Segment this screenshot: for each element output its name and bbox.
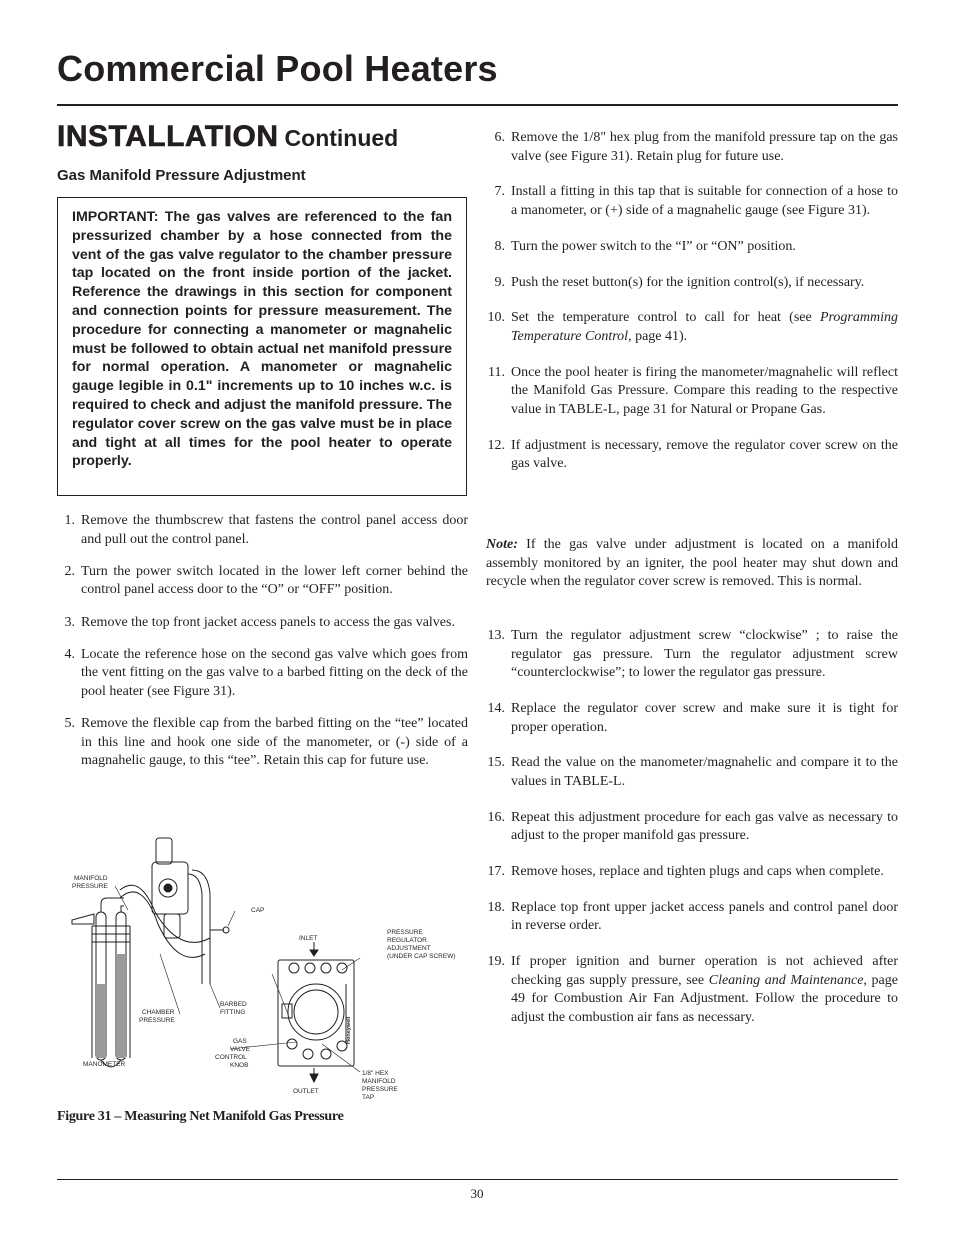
step-number: 9. (494, 274, 505, 290)
step-text: Remove the top front jacket access panels to access the gas valves. (81, 614, 455, 630)
manometer-illustration (72, 885, 210, 1067)
label-manifold-pressure-1: MANIFOLD (74, 875, 108, 882)
note-paragraph (486, 536, 898, 592)
step-reference: Programming Temperature Control (511, 310, 898, 344)
label-chamber-pressure-1: CHAMBER (142, 1009, 175, 1016)
step-number: 6. (494, 130, 505, 145)
step-text: Set the temperature control to call for heat (see (511, 310, 820, 326)
step-text: Turn the power switch located in the lower left corner behind the control panel access door to the “O” or “OFF” position. (81, 563, 468, 598)
step-item (486, 274, 898, 293)
step-number: 19. (487, 954, 505, 970)
section-title: INSTALLATION (57, 120, 279, 153)
step-text: Install a fitting in this tap that is suitable for connection of a hose to a manometer, or (+) side of a magnahelic gauge (see Figure 31). (511, 184, 898, 218)
step-item (486, 183, 898, 220)
label-outlet: OUTLET (293, 1088, 319, 1095)
valve-brand-label: Honeywell (346, 1016, 352, 1044)
step-text: Push the reset button(s) for the ignition control(s), if necessary. (511, 274, 865, 290)
step-text: Turn the regulator adjustment screw “clockwise” ; to raise the regulator gas pressure. Turn the regulator adjustment screw “counterclockwise”; to lower the regulator gas pressure. (511, 628, 898, 681)
step-text: If adjustment is necessary, remove the regulator cover screw on the gas valve. (511, 437, 898, 472)
step-number: 15. (487, 755, 505, 771)
step-item (486, 238, 898, 257)
step-text-after: , page 49 for Combustion Air Fan Adjustment. Follow the procedure to adjust the combustion air fans as necessary. (511, 972, 898, 1026)
important-notice-box (57, 197, 467, 496)
step-number: 2. (64, 563, 75, 579)
step-text: Remove the 1/8" hex plug from the manifold pressure tap on the gas valve (see Figure 31). Retain plug for future use. (511, 130, 898, 164)
step-number: 13. (487, 628, 505, 643)
step-item (486, 754, 898, 791)
step-item (486, 129, 898, 166)
right-valve-illustration (278, 960, 354, 1066)
step-item (486, 627, 898, 683)
step-text: Locate the reference hose on the second gas valve which goes from the vent fitting on the gas valve to a barbed fitting on the deck of the pool heater (see Figure 31). (81, 646, 468, 699)
step-item (486, 809, 898, 846)
step-text: Remove the thumbscrew that fastens the control panel access door and pull out the control panel. (81, 513, 468, 547)
label-gas-valve-knob-2: VALVE (230, 1046, 250, 1053)
step-number: 12. (487, 437, 505, 453)
step-item (57, 563, 468, 600)
step-number: 17. (487, 864, 505, 880)
note-label: Note: (486, 537, 518, 552)
step-text: Repeat this adjustment procedure for each gas valve as necessary to adjust to the proper manifold gas pressure. (511, 809, 898, 844)
label-chamber-pressure-2: PRESSURE (139, 1017, 175, 1024)
step-item (57, 715, 468, 771)
step-item (486, 899, 898, 936)
step-text: Turn the power switch to the “I” or “ON” position. (511, 238, 796, 254)
step-item (486, 309, 898, 346)
important-notice-text: IMPORTANT: The gas valves are referenced to the fan pressurized chamber by a hose connected from the vent of the gas valve regulator to the chamber pressure tap located on the front inside portion of the jacket. Reference the drawings in this section for component and connection points for pressure measurement. The procedure for connecting a manometer or magnahelic must be followed to obtain actual net manifold pressure for normal operation. A manometer or magnahelic gauge legible in 0.1" increments up to 10 inches w.c. is required to check and adjust the manifold pressure. The regulator cover screw on the gas valve must be in place and tight at all times for the pool heater to operate properly. (72, 209, 452, 470)
step-item (486, 700, 898, 737)
step-text: If proper ignition and burner operation is not achieved after checking gas supply pressure, see (511, 954, 898, 988)
left-valve-illustration (152, 838, 229, 984)
step-number: 11. (488, 364, 505, 380)
step-number: 5. (64, 716, 75, 732)
left-step-list (57, 512, 468, 785)
step-text: Once the pool heater is firing the manometer/magnahelic will reflect the Manifold Gas Pressure. Compare this reading to the respective value in TABLE-L, page 31 for Natural or Propane Gas. (511, 364, 898, 417)
step-number: 10. (487, 310, 505, 326)
label-barbed-fitting-1: BARBED (220, 1001, 247, 1008)
step-number: 7. (494, 184, 505, 200)
label-hex-tap-1: 1/8" HEX (362, 1070, 389, 1077)
step-text: Remove the flexible cap from the barbed fitting on the “tee” located in this line and hook one side of the manometer, or (-) side of a magnahelic gauge, to this “tee”. Retain this cap for future use. (81, 716, 468, 769)
title-divider (57, 104, 898, 106)
step-reference: Cleaning and Maintenance (708, 972, 864, 988)
step-number: 8. (494, 238, 505, 254)
footer-divider (57, 1179, 898, 1180)
right-step-list-a (486, 129, 898, 491)
step-text: Replace top front upper jacket access panels and control panel door in reverse order. (511, 899, 898, 934)
step-item (486, 863, 898, 882)
figure-31-diagram (60, 834, 470, 1106)
step-number: 4. (64, 646, 75, 662)
step-number: 3. (64, 614, 75, 630)
label-pressure-regulator-1: PRESSURE (387, 929, 423, 936)
label-cap: CAP (251, 907, 265, 914)
label-hex-tap-2: MANIFOLD (362, 1078, 396, 1085)
label-manometer: MANOMETER (83, 1061, 126, 1068)
subheading: Gas Manifold Pressure Adjustment (57, 167, 306, 184)
step-number: 1. (64, 513, 75, 528)
label-pressure-regulator-4: (UNDER CAP SCREW) (387, 953, 456, 960)
note-text: If the gas valve under adjustment is located on a manifold assembly monitored by an igniter, the pool heater may shut down and recycle when the regulator cover screw is removed. This is normal. (486, 537, 898, 590)
label-barbed-fitting-2: FITTING (220, 1009, 246, 1016)
step-text: Read the value on the manometer/magnahelic and compare it to the values in TABLE-L. (511, 755, 898, 789)
step-item (57, 512, 468, 549)
step-number: 18. (487, 899, 505, 915)
label-pressure-regulator-3: ADJUSTMENT (387, 945, 431, 952)
step-text-after: , page 41). (628, 328, 688, 344)
label-manifold-pressure-2: PRESSURE (72, 883, 108, 890)
step-item (57, 614, 468, 633)
right-step-list-b (486, 627, 898, 1045)
step-item (486, 364, 898, 420)
page-title: Commercial Pool Heaters (57, 48, 498, 89)
step-number: 14. (487, 700, 505, 716)
label-gas-valve-knob-3: CONTROL (215, 1054, 247, 1061)
step-text: Remove hoses, replace and tighten plugs and caps when complete. (511, 864, 884, 880)
label-gas-valve-knob-1: GAS (233, 1038, 247, 1045)
section-continued: Continued (284, 125, 399, 151)
label-gas-valve-knob-4: KNOB (230, 1062, 249, 1069)
label-pressure-regulator-2: REGULATOR (387, 937, 427, 944)
figure-caption: Figure 31 – Measuring Net Manifold Gas Pressure (57, 1109, 344, 1124)
section-heading (57, 120, 398, 154)
step-text: Replace the regulator cover screw and make sure it is tight for proper operation. (511, 700, 898, 735)
label-hex-tap-4: TAP (362, 1094, 375, 1101)
page-number: 30 (470, 1186, 484, 1201)
step-number: 16. (487, 809, 505, 825)
step-item (57, 646, 468, 702)
step-item (486, 437, 898, 474)
label-hex-tap-3: PRESSURE (362, 1086, 398, 1093)
label-inlet: INLET (299, 935, 318, 942)
step-item (486, 953, 898, 1027)
